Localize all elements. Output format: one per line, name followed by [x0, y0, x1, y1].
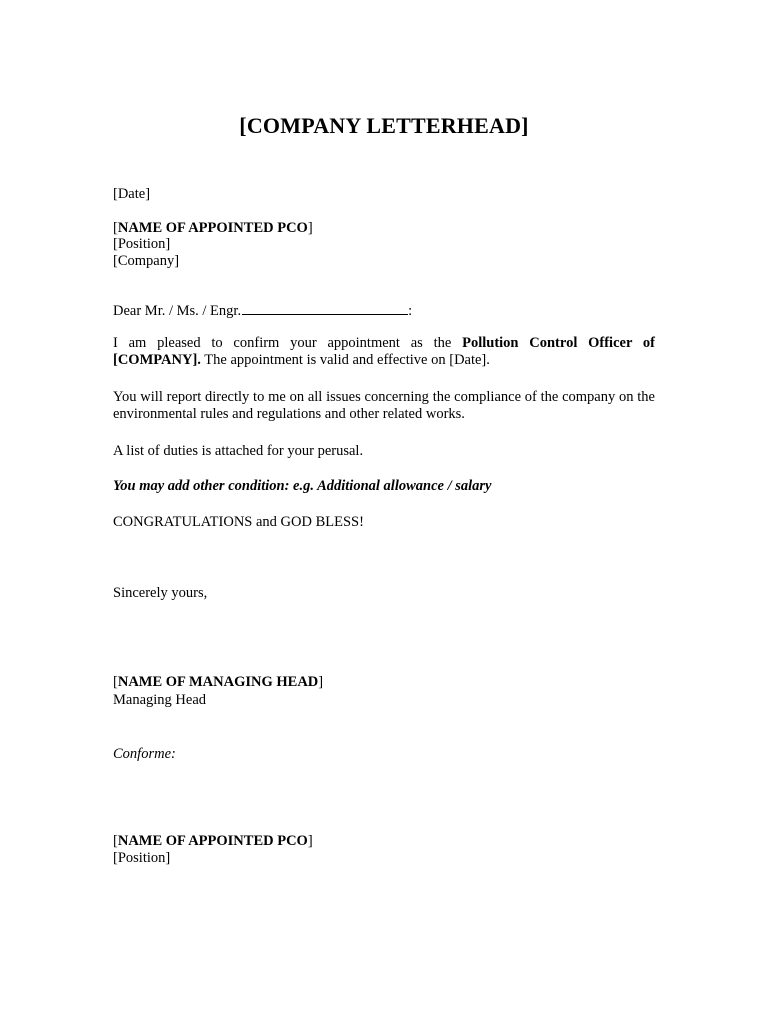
- conforme-name-open: [: [113, 833, 118, 849]
- signatory-name-open: [: [113, 674, 118, 690]
- conforme-signatory-name: [113, 833, 313, 850]
- paragraph-congratulations: CONGRATULATIONS and GOD BLESS!: [113, 514, 364, 530]
- conforme-label: Conforme:: [113, 746, 176, 762]
- recipient-name: [113, 220, 313, 237]
- salutation-name-blank: [242, 302, 408, 315]
- recipient-name-open: [: [113, 220, 118, 236]
- signatory-name-text: NAME OF MANAGING HEAD: [117, 674, 319, 690]
- conforme-name-text: NAME OF APPOINTED PCO: [117, 833, 308, 849]
- salutation: [113, 302, 412, 320]
- paragraph-appointment-lead: I am pleased to confirm your appointment as the: [113, 335, 463, 351]
- paragraph-appointment-role: Pollution Control Officer of [COMPANY].: [113, 335, 655, 368]
- conforme-signatory-position: [Position]: [113, 850, 171, 866]
- paragraph-duties: A list of duties is attached for your perusal.: [113, 443, 364, 459]
- salutation-suffix: :: [408, 303, 413, 319]
- conforme-name-close: ]: [307, 833, 313, 849]
- signatory-title: Managing Head: [113, 692, 207, 708]
- paragraph-reporting: You will report directly to me on all issues concerning the compliance of the company on the environmental rules and regulations and other related works.: [113, 389, 655, 422]
- paragraph-appointment: [113, 335, 655, 369]
- signatory-name-close: ]: [318, 674, 324, 690]
- letterhead-title: [COMPANY LETTERHEAD]: [239, 113, 529, 138]
- salutation-prefix: Dear Mr. / Ms. / Engr.: [113, 303, 242, 319]
- date-line: [Date]: [113, 186, 151, 202]
- paragraph-other-condition: You may add other condition: e.g. Additional allowance / salary: [113, 478, 492, 494]
- paragraph-appointment-effective: The appointment is valid and effective on [Date].: [200, 352, 490, 368]
- signatory-name: [113, 674, 323, 691]
- recipient-name-text: NAME OF APPOINTED PCO: [117, 220, 308, 236]
- recipient-position: [Position]: [113, 236, 171, 252]
- closing-line: Sincerely yours,: [113, 585, 208, 601]
- recipient-company: [Company]: [113, 253, 180, 269]
- recipient-name-close: ]: [307, 220, 313, 236]
